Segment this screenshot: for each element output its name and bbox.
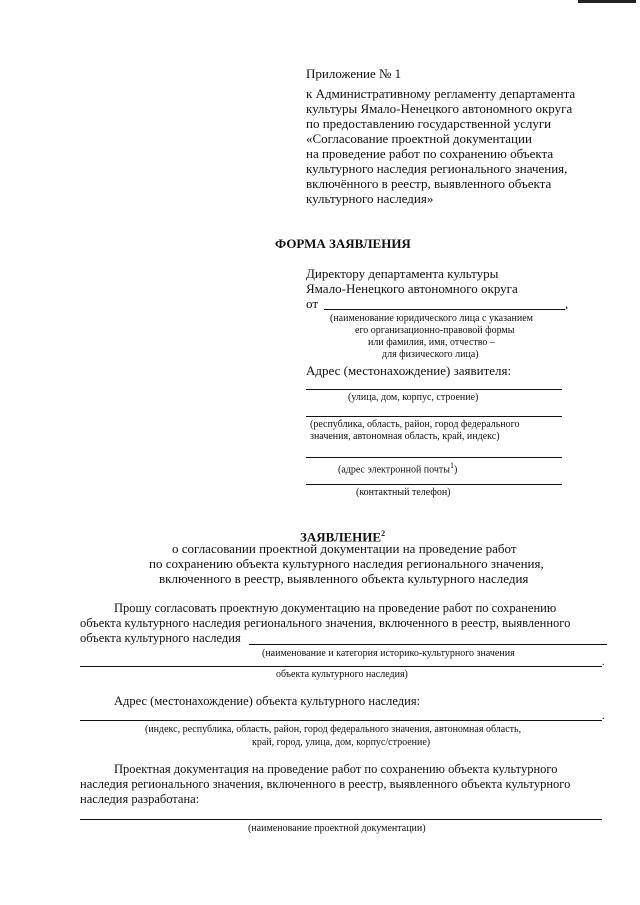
appendix-line: «Согласование проектной документации (306, 131, 532, 146)
trail-dot: . (602, 711, 605, 722)
appendix-line: культурного наследия» (306, 191, 434, 206)
region-hint-line: значения, автономная область, край, индекс) (310, 431, 500, 442)
from-hint-line: для физического лица) (382, 349, 479, 360)
appendix-line: к Административному регламенту департамента (306, 86, 576, 101)
doc-name-hint: (наименование проектной документации) (248, 823, 426, 834)
appendix-line: культуры Ямало-Ненецкого автономного округа (306, 101, 573, 116)
appendix-line: включённого в реестр, выявленного объекта (306, 176, 552, 191)
trail-dot: . (602, 657, 605, 668)
appendix-line: по предоставлению государственной услуги (306, 116, 552, 131)
object-name-hint: (наименование и категория историко-культурного значения (262, 648, 515, 659)
object-address-hint-line: край, город, улица, дом, корпус/строение) (252, 737, 431, 748)
docs-paragraph-line: Проектная документация на проведение работ по сохранению объекта культурного (114, 762, 558, 776)
object-address-hint-line: (индекс, республика, область, район, город федерального значения, автономная область, (145, 724, 522, 735)
street-field-line (306, 389, 562, 390)
object-name-hint-2: объекта культурного наследия) (276, 669, 408, 680)
phone-field-line (306, 484, 562, 485)
form-title: ФОРМА ЗАЯВЛЕНИЯ (275, 236, 411, 251)
doc-name-field-line (80, 819, 602, 820)
scan-edge-mark (578, 0, 636, 3)
from-field-line (324, 309, 565, 310)
object-address-label: Адрес (местонахождение) объекта культурного наследия: (114, 694, 421, 708)
from-hint-line: его организационно-правовой формы (355, 325, 515, 336)
object-address-field-line (80, 720, 602, 721)
object-name-field-line (249, 644, 607, 645)
docs-paragraph-line: наследия разработана: (80, 792, 200, 806)
statement-subtitle-line: по сохранению объекта культурного наследия регионального значения, (149, 556, 544, 571)
addressee-line: Директору департамента культуры (306, 266, 499, 281)
region-field-line (306, 416, 562, 417)
email-hint: (адрес электронной почты$^1$) (338, 461, 458, 476)
appendix-line: на проведение работ по сохранению объекта (306, 146, 554, 161)
phone-hint: (контактный телефон) (356, 487, 451, 498)
email-field-line (306, 457, 562, 458)
street-hint: (улица, дом, корпус, строение) (348, 392, 479, 403)
region-hint-line: (республика, область, район, город федерального (310, 419, 520, 430)
appendix-line: культурного наследия регионального значения, (306, 161, 568, 176)
statement-subtitle-line: включенного в реестр, выявленного объекта культурного наследия (159, 571, 529, 586)
from-trail-comma: , (565, 296, 569, 311)
from-label: от (306, 296, 319, 311)
request-paragraph-line: объекта культурного наследия регионального значения, включенного в реестр, выявленного (80, 616, 571, 630)
docs-paragraph-line: наследия регионального значения, включенного в реестр, выявленного объекта культурного (80, 777, 571, 791)
from-hint-line: (наименование юридического лица с указанием (330, 313, 533, 324)
from-hint-line: или фамилия, имя, отчество – (368, 337, 495, 348)
object-name-field-line-2 (80, 666, 602, 667)
request-paragraph-line: Прошу согласовать проектную документацию на проведение работ по сохранению (114, 601, 557, 615)
appendix-title: Приложение № 1 (306, 66, 402, 81)
applicant-address-label: Адрес (местонахождение) заявителя: (306, 363, 512, 378)
statement-subtitle-line: о согласовании проектной документации на проведение работ (172, 541, 517, 556)
request-paragraph-line: объекта культурного наследия (80, 631, 241, 645)
addressee-line: Ямало-Ненецкого автономного округа (306, 281, 518, 296)
statement-title: ЗАЯВЛЕНИЕ$^2$ (300, 529, 386, 545)
